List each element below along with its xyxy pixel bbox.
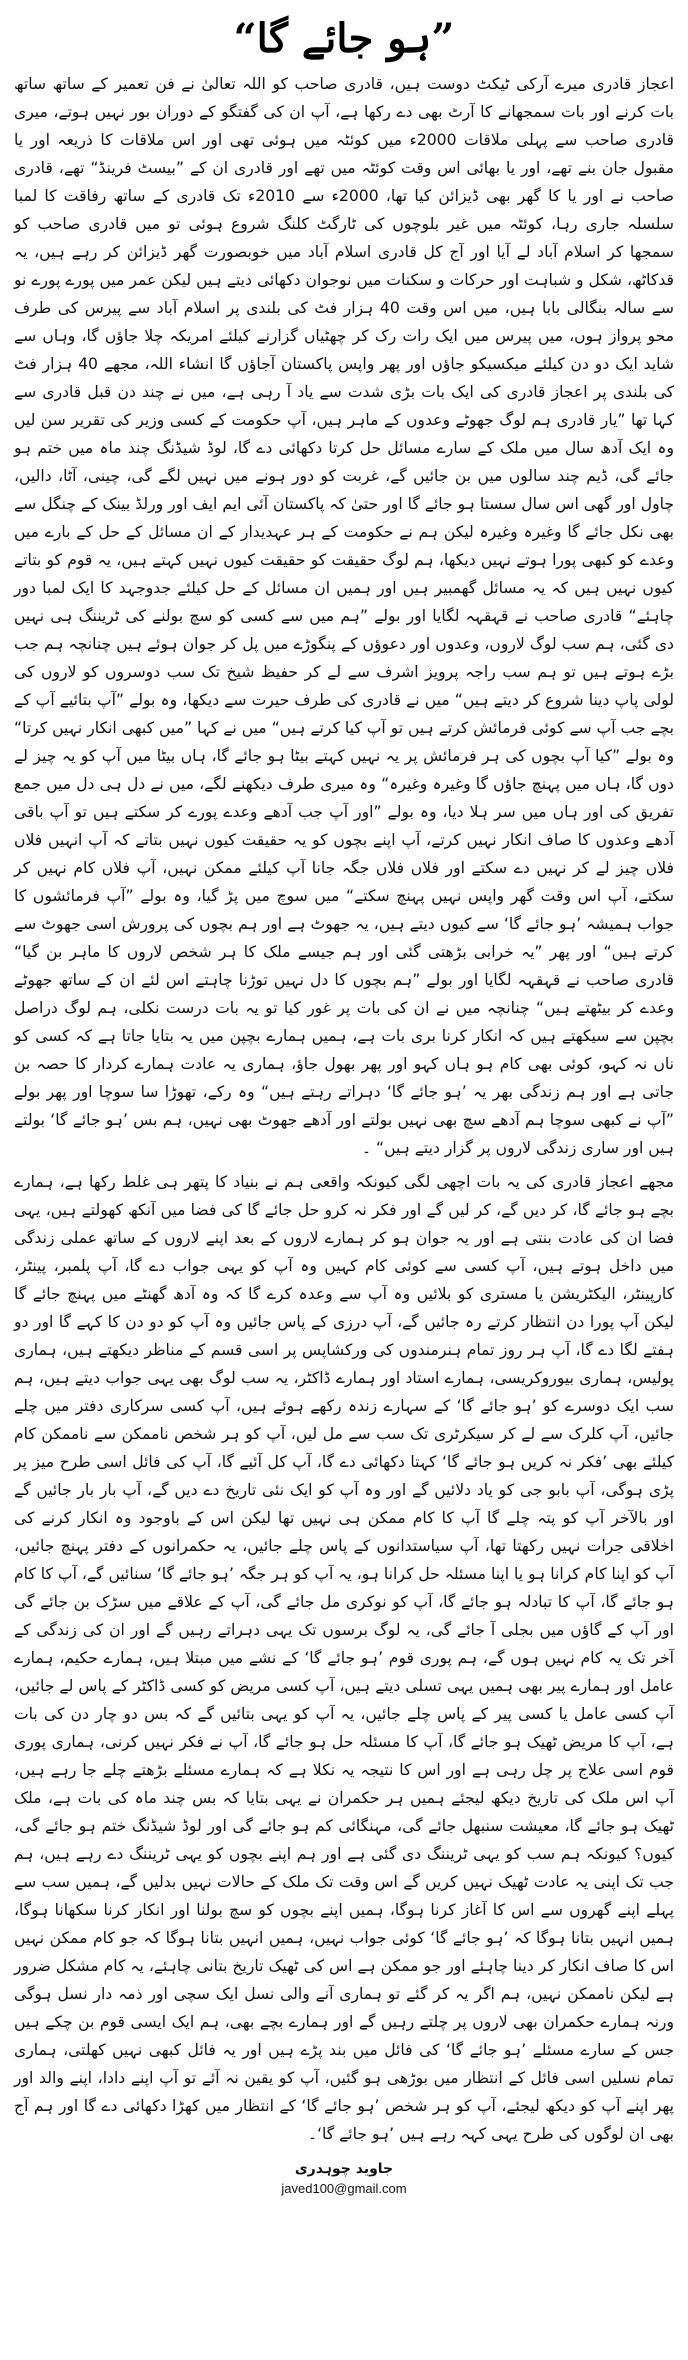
article-paragraph: مجھے اعجاز قادری کی یہ بات اچھی لگی کیونکہ واقعی ہم نے بنیاد کا پتھر ہی غلط رکھا ہے، ہمارے بچے ہو جائے گا، کر دیں گے، کر لیں گے اور فکر نہ کرو حل جائے گا کی فضا میں آنکھ کھولتے ہیں، یہی فضا ان کی عادت بنتی ہے اور یہ جوان ہو کر ہمارے لاروں کے بعد اپنے لاروں کے ساتھ عملی زندگی میں داخل ہوتے ہیں، آپ کسی سے کوئی کام کہیں وہ آپ کو یہی جواب دے گا، آپ پلمبر، پینٹر، کارپینٹر، الیکٹریشن یا مستری کو بلائیں وہ آپ سے وعدہ کرے گا کہ وہ آدھ گھنٹے میں پہنچ جائے گا لیکن آپ پورا دن انتظار کرتے رہ جائیں گے، آپ درزی کے پاس جائیں وہ آپ کو دو دن کا کہے گا اور دو ہفتے لگا دے گا، آپ ہر روز تمام ہنرمندوں کی ورکشاپس پر اسی قسم کے مناظر دیکھتے ہیں، ہماری پولیس، ہماری بیوروکریسی، ہمارے استاد اور ہمارے ڈاکٹر، یہ سب لوگ بھی یہی جواب دیتے ہیں، ہم سب ایک دوسرے کو ’ہو جائے گا‘ کے سہارے زندہ رکھے ہوئے ہیں، آپ کسی سرکاری دفتر میں چلے جائیں، آپ کلرک سے لے کر سیکرٹری تک سب سے مل لیں، آپ کو ہر شخص ناممکن سے ناممکن کام کیلئے بھی ’فکر نہ کریں ہو جائے گا‘ کہتا دکھائی دے گا، آپ کل آئیے گا، آپ کی فائل اسی طرح میز پر پڑی ہوگی، آپ بابو جی کو یاد دلائیں گے اور وہ آپ کو ایک نئی تاریخ دے دیں گے، آپ بار بار جائیں گے اور بالآخر آپ کو پتہ چلے گا آپ کا کام ممکن ہی نہیں تھا لیکن اس کے باوجود وہ انکار کرنے کی اخلاقی جرات نہیں رکھتا تھا، آپ سیاستدانوں کے پاس چلے جائیں، یہ حکمرانوں کے دفتر پہنچ جائیں، آپ کو اپنا کام کرانا ہو یا اپنا مسئلہ حل کرانا ہو، یہ آپ کو ہر جگہ ’ہو جائے گا‘ سنائیں گے، آپ کا کام ہو جائے گا، آپ کا تبادلہ ہو جائے گا، آپ کو نوکری مل جائے گی، آپ کے علاقے میں سڑک بن جائے گی اور آپ کے گاؤں میں بجلی آ جائے گی، یہ لوگ برسوں تک یہی دہراتے رہیں گے اور ان کی زندگی کے آخر تک یہ کام نہیں ہوں گے، ہم پوری قوم ’ہو جائے گا‘ کے نشے میں مبتلا ہیں، ہمارے حکیم، ہمارے عامل اور ہمارے پیر بھی ہمیں یہی تسلی دیتے ہیں، آپ کسی مریض کو کسی ڈاکٹر کے پاس لے جائیں، آپ کسی عامل یا کسی پیر کے پاس چلے جائیں، یہ آپ کو یہی بتائیں گے کہ بس دو چار دن کی بات ہے، آپ کا مریض ٹھیک ہو جائے گا، آپ کا مسئلہ حل ہو جائے گا، آپ نے فکر نہیں کرنی، ہماری پوری قوم اسی علاج پر چل رہی ہے اور اس کا نتیجہ یہ نکلا ہے کہ ہمارے مسئلے بڑھتے چلے جا رہے ہیں، آپ اس ملک کی تاریخ دیکھ لیجئے ہمیں ہر حکمران نے یہی بتایا کہ بس چند ماہ کی بات ہے، ملک ٹھیک ہو جائے گا، معیشت سنبھل جائے گی، مہنگائی کم ہو جائے گی اور لوڈ شیڈنگ ختم ہو جائے گی، کیوں؟ کیونکہ ہم سب کو یہی ٹریننگ دی گئی ہے اور ہم اپنے بچوں کو یہی ٹریننگ دے رہے ہیں، ہم جب تک اپنی یہ عادت ٹھیک نہیں کریں گے اس وقت تک ملک کے حالات نہیں بدلیں گے، ہمیں سب سے پہلے اپنے گھروں سے اس کا آغاز کرنا ہوگا، ہمیں اپنے بچوں کو سچ بولنا اور انکار کرنا سکھانا ہوگا، ہمیں انہیں بتانا ہوگا کہ ’ہو جائے گا‘ کوئی جواب نہیں، ہمیں انہیں بتانا ہوگا کہ جو کام ممکن نہیں اس کا صاف انکار کر دینا چاہئے اور جو ممکن ہے اس کی ٹھیک تاریخ بتانی چاہئے، یہ کام مشکل ضرور ہے لیکن ناممکن نہیں، ہم اگر یہ کر گئے تو ہماری آنے والی نسل ایک سچی اور ذمہ دار نسل ہوگی ورنہ ہمارے حکمران بھی لاروں پر چلتے رہیں گے اور ہمارے بچے بھی، ہم ایک ایسی قوم بن چکے ہیں جس کے سارے مسئلے ’ہو جائے گا‘ کی فائل میں بند پڑے ہیں اور یہ فائل کبھی نہیں کھلتی، ہماری تمام نسلیں اسی فائل کے انتظار میں بوڑھی ہو گئیں، آپ کو یقین نہ آئے تو آپ اپنے دادا، اپنے والد اور پھر اپنے آپ کو دیکھ لیجئے، آپ کو ہر شخص ’ہو جائے گا‘ کے انتظار میں کھڑا دکھائی دے گا اور ہم آج بھی ان لوگوں کی طرح یہی کہہ رہے ہیں ’ہو جائے گا‘۔ — [14, 1173, 674, 2143]
headline-container — [14, 8, 674, 70]
byline — [14, 2158, 674, 2198]
article-headline: ”ہو جائے گا“ — [233, 15, 455, 62]
article-body — [14, 70, 674, 2148]
article-paragraph: اعجاز قادری میرے آرکی ٹیکٹ دوست ہیں، قادری صاحب کو اللہ تعالیٰ نے فن تعمیر کے ساتھ ساتھ بات کرنے اور بات سمجھانے کا آرٹ بھی دے رکھا ہے، آپ ان کی گفتگو کے دوران بور نہیں ہوتے، میری قادری صاحب سے پہلی ملاقات 2000ء میں کوئٹہ میں ہوئی تھی اور اس ملاقات کا ذریعہ اور یا مقبول جان بنے تھے، اور یا بھائی اس وقت کوئٹہ میں تھے اور قادری ان کے ”بیسٹ فرینڈ“ تھے، قادری صاحب نے اور یا کا گھر بھی ڈیزائن کیا تھا، 2000ء سے 2010ء تک قادری کے ساتھ رفاقت کا لمبا سلسلہ جاری رہا، کوئٹہ میں غیر بلوچوں کی ٹارگٹ کلنگ شروع ہوئی تو میں قادری صاحب کو سمجھا کر اسلام آباد لے آیا اور آج کل قادری اسلام آباد میں خوبصورت گھر ڈیزائن کر رہے ہیں، یہ قدکاٹھ، شکل و شباہت اور حرکات و سکنات میں نوجوان دکھائی دیتے ہیں لیکن عمر میں پورے پورے نو سے سالہ بنگالی بابا ہیں، میں اس وقت 40 ہزار فٹ کی بلندی پر اسلام آباد سے پیرس کی طرف محو پرواز ہوں، میں پیرس میں ایک رات رک کر چھٹیاں گزارنے کیلئے امریکہ چلا جاؤں گا، وہاں سے شاید ایک دو دن کیلئے میکسیکو جاؤں اور پھر واپس پاکستان آجاؤں گا انشاء اللہ، مجھے 40 ہزار فٹ کی بلندی پر اعجاز قادری کی ایک بات بڑی شدت سے یاد آ رہی ہے، میں نے چند دن قبل قادری سے کہا تھا ”یار قادری ہم لوگ جھوٹے وعدوں کے ماہر ہیں، آپ حکومت کے کسی وزیر کی تقریر سن لیں وہ ایک آدھ سال میں ملک کے سارے مسائل حل کرتا دکھائی دے گا، لوڈ شیڈنگ چند ماہ میں ختم ہو جائے گی، ڈیم چند سالوں میں بن جائیں گے، غربت کو دور ہونے میں نہیں لگے گی، چینی، آٹا، دالیں، چاول اور گھی اس سال سستا ہو جائے گا اور حتیٰ کہ پاکستان آئی ایم ایف اور ورلڈ بینک کے چنگل سے بھی نکل جائے گا وغیرہ وغیرہ لیکن ہم نے حکومت کے ہر عہدیدار کے ان مسائل کے حل کے بارے میں وعدے کو کبھی پورا ہوتے نہیں دیکھا، ہم لوگ حقیقت کو حقیقت کیوں نہیں کہتے ہیں، یہ قوم کو بتاتے کیوں نہیں ہیں کہ یہ مسائل گھمبیر ہیں اور ہمیں ان مسائل کے حل کیلئے جدوجہد کا ایک لمبا دور چاہئے“ قادری صاحب نے قہقہہ لگایا اور بولے ”ہم میں سے کسی کو سچ بولنے کی ٹریننگ ہی نہیں دی گئی، ہم سب لوگ لاروں، وعدوں اور دعوؤں کے پنگوڑے میں پل کر جوان ہوئے ہیں چنانچہ ہم جب بڑے ہوتے ہیں تو ہم سب راجہ پرویز اشرف سے لے کر حفیظ شیخ تک سب دوسروں کو لاروں کی لولی پاپ دینا شروع کر دیتے ہیں“ میں نے قادری کی طرف حیرت سے دیکھا، وہ بولے ”آپ بتائیے آپ کے بچے جب آپ سے کوئی فرمائش کرتے ہیں تو آپ کیا کرتے ہیں“ میں نے کہا ”میں کبھی انکار نہیں کرتا“ وہ بولے ”کیا آپ بچوں کی ہر فرمائش پر یہ نہیں کہتے بیٹا ہو جائے گا، ہاں بیٹا میں آپ کو یہ چیز لے دوں گا، ہاں میں پہنچ جاؤں گا وغیرہ وغیرہ“ وہ میری طرف دیکھنے لگے، میں نے دل ہی دل میں جمع تفریق کی اور ہاں میں سر ہلا دیا، وہ بولے ”اور آپ جب آدھے وعدے پورے کر سکتے ہیں تو آپ باقی آدھے وعدوں کا صاف انکار نہیں کرتے، آپ اپنے بچوں کو یہ حقیقت کیوں نہیں بتاتے کہ آپ انہیں فلاں فلاں چیز لے کر نہیں دے سکتے اور فلاں فلاں جگہ جانا آپ کیلئے ممکن نہیں، آپ فلاں کام نہیں کر سکتے، آپ اس وقت گھر واپس نہیں پہنچ سکتے“ میں سوچ میں پڑ گیا، وہ بولے ”آپ فرمائشوں کا جواب ہمیشہ ’ہو جائے گا‘ سے کیوں دیتے ہیں، یہ جھوٹ ہے اور ہم بچوں کی پرورش اسی جھوٹ سے کرتے ہیں“ اور پھر ”یہ خرابی بڑھتی گئی اور ہم جیسے ملک کا ہر شخص لاروں کا ماہر بن گیا“ قادری صاحب نے قہقہہ لگایا اور بولے ”ہم بچوں کا دل نہیں توڑنا چاہتے اس لئے ان کے ساتھ جھوٹے وعدے کر بیٹھتے ہیں“ چنانچہ میں نے ان کی بات پر غور کیا تو یہ بات درست نکلی، ہم لوگ دراصل بچپن سے سیکھتے ہیں کہ انکار کرنا بری بات ہے، ہمیں ہمارے بچپن میں یہ بتایا جاتا ہے کہ کسی کو ناں نہ کہو، کوئی بھی کام ہو ہاں کہو اور پھر بھول جاؤ، ہماری یہ عادت ہمارے کردار کا حصہ بن جاتی ہے اور ہم زندگی بھر یہ ’ہو جائے گا‘ دہراتے رہتے ہیں“ وہ رکے، تھوڑا سا سوچا اور پھر بولے ”آپ نے کبھی سوچا ہم آدھے سچ بھی نہیں بولتے اور آدھے جھوٹ بھی نہیں، ہم بس ’ہو جائے گا‘ بولتے ہیں اور ساری زندگی لاروں پر گزار دیتے ہیں“ ۔ — [14, 75, 675, 1157]
author-name: جاوید چوہدری — [294, 2161, 394, 2177]
author-email[interactable]: javed100@gmail.com — [281, 2181, 407, 2196]
